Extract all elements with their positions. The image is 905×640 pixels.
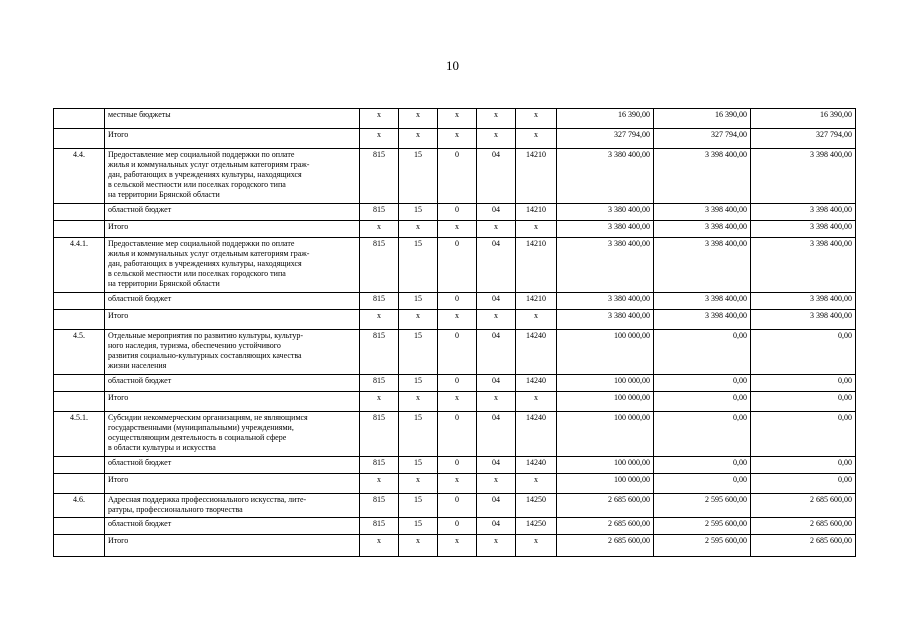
table-cell-c4: 04 — [477, 238, 516, 293]
table-cell-v2: 16 390,00 — [654, 109, 751, 129]
table-cell-c4: 04 — [477, 412, 516, 457]
table-cell-c2: 15 — [399, 238, 438, 293]
table-cell-text: Итого — [105, 310, 360, 330]
table-cell-c4: x — [477, 392, 516, 412]
table-cell-text: Итого — [105, 221, 360, 238]
table-cell-c5: x — [516, 474, 557, 494]
table-cell-c2: x — [399, 221, 438, 238]
table-cell-v1: 327 794,00 — [557, 129, 654, 149]
table-cell-v3: 0,00 — [751, 392, 856, 412]
table-cell-c4: 04 — [477, 457, 516, 474]
table-cell-c5: 14210 — [516, 204, 557, 221]
table-row — [54, 375, 856, 392]
table-cell-v3: 0,00 — [751, 457, 856, 474]
table-cell-v3: 3 398 400,00 — [751, 204, 856, 221]
table-cell-c2: 15 — [399, 149, 438, 204]
table-cell-text: областной бюджет — [105, 518, 360, 535]
table-cell-v1: 3 380 400,00 — [557, 149, 654, 204]
table-cell-num — [54, 474, 105, 494]
table-cell-c4: x — [477, 535, 516, 557]
table-cell-c3: x — [438, 474, 477, 494]
table-cell-v3: 3 398 400,00 — [751, 310, 856, 330]
table-cell-text: областной бюджет — [105, 204, 360, 221]
table-cell-c2: 15 — [399, 330, 438, 375]
table-cell-c1: 815 — [360, 457, 399, 474]
table-cell-v2: 2 595 600,00 — [654, 518, 751, 535]
table-cell-c3: 0 — [438, 518, 477, 535]
table-row — [54, 457, 856, 474]
table-row — [54, 494, 856, 518]
table-cell-c5: x — [516, 221, 557, 238]
table-cell-c1: x — [360, 392, 399, 412]
table-cell-c5: 14250 — [516, 518, 557, 535]
table-row — [54, 109, 856, 129]
table-cell-v3: 0,00 — [751, 474, 856, 494]
table-cell-c1: x — [360, 221, 399, 238]
table-cell-v2: 3 398 400,00 — [654, 204, 751, 221]
table-cell-c5: x — [516, 535, 557, 557]
table-cell-v2: 3 398 400,00 — [654, 293, 751, 310]
table-cell-c3: 0 — [438, 149, 477, 204]
table-cell-c3: x — [438, 129, 477, 149]
table-cell-c1: 815 — [360, 204, 399, 221]
table-row — [54, 535, 856, 557]
table-cell-text: Адресная поддержка профессионального искусства, лите- ратуры, профессионального творчества — [105, 494, 360, 518]
table-cell-num — [54, 392, 105, 412]
table-cell-c5: 14240 — [516, 457, 557, 474]
table-cell-num — [54, 221, 105, 238]
table-cell-c5: 14210 — [516, 293, 557, 310]
table-cell-c5: 14210 — [516, 149, 557, 204]
table-cell-c4: 04 — [477, 494, 516, 518]
table-cell-c3: x — [438, 535, 477, 557]
table-cell-v1: 100 000,00 — [557, 474, 654, 494]
table-cell-num: 4.6. — [54, 494, 105, 518]
table-cell-c3: 0 — [438, 412, 477, 457]
table-row — [54, 149, 856, 204]
table-cell-v3: 0,00 — [751, 412, 856, 457]
table-row — [54, 221, 856, 238]
table-cell-v2: 3 398 400,00 — [654, 310, 751, 330]
table-cell-c1: 815 — [360, 494, 399, 518]
table-row — [54, 474, 856, 494]
table-cell-c2: x — [399, 535, 438, 557]
table-cell-num — [54, 129, 105, 149]
table-cell-c1: 815 — [360, 293, 399, 310]
table-cell-v3: 16 390,00 — [751, 109, 856, 129]
table-cell-v2: 0,00 — [654, 412, 751, 457]
table-cell-num: 4.5.1. — [54, 412, 105, 457]
table-cell-text: местные бюджеты — [105, 109, 360, 129]
table-cell-v1: 100 000,00 — [557, 392, 654, 412]
table-cell-c1: x — [360, 310, 399, 330]
table-cell-v1: 3 380 400,00 — [557, 293, 654, 310]
table-row — [54, 129, 856, 149]
table-cell-c2: 15 — [399, 293, 438, 310]
table-cell-c2: x — [399, 474, 438, 494]
table-cell-c4: x — [477, 310, 516, 330]
table-cell-c5: 14240 — [516, 330, 557, 375]
table-cell-c5: 14240 — [516, 412, 557, 457]
table-cell-c1: x — [360, 474, 399, 494]
table-cell-c5: 14240 — [516, 375, 557, 392]
table-cell-c2: x — [399, 392, 438, 412]
table-cell-v3: 2 685 600,00 — [751, 518, 856, 535]
table-cell-c4: x — [477, 129, 516, 149]
table-row — [54, 518, 856, 535]
table-cell-v1: 2 685 600,00 — [557, 535, 654, 557]
table-cell-v1: 3 380 400,00 — [557, 238, 654, 293]
table-cell-c5: x — [516, 109, 557, 129]
budget-table — [53, 108, 856, 557]
table-cell-c3: x — [438, 109, 477, 129]
table-row — [54, 412, 856, 457]
table-cell-c3: 0 — [438, 238, 477, 293]
table-cell-c3: 0 — [438, 293, 477, 310]
table-cell-c1: 815 — [360, 238, 399, 293]
table-cell-v1: 100 000,00 — [557, 330, 654, 375]
table-cell-text: областной бюджет — [105, 375, 360, 392]
table-cell-c4: x — [477, 474, 516, 494]
table-cell-c4: 04 — [477, 375, 516, 392]
table-cell-c1: x — [360, 535, 399, 557]
table-cell-c1: 815 — [360, 518, 399, 535]
table-cell-c3: 0 — [438, 494, 477, 518]
table-cell-c2: 15 — [399, 494, 438, 518]
table-cell-num — [54, 457, 105, 474]
table-cell-c2: 15 — [399, 518, 438, 535]
table-cell-text: Предоставление мер социальной поддержки по оплате жилья и коммунальных услуг отдельным категориям граж- дан, работающих в учреждениях культуры, находящихся в сельской местности или поселках городского типа на территории Брянской области — [105, 149, 360, 204]
table-cell-v1: 3 380 400,00 — [557, 204, 654, 221]
table-cell-v1: 2 685 600,00 — [557, 494, 654, 518]
table-cell-num: 4.4.1. — [54, 238, 105, 293]
table-cell-v2: 3 398 400,00 — [654, 221, 751, 238]
table-cell-num — [54, 310, 105, 330]
table-cell-num — [54, 375, 105, 392]
table-cell-v2: 2 595 600,00 — [654, 494, 751, 518]
table-cell-text: Итого — [105, 392, 360, 412]
table-cell-v2: 0,00 — [654, 375, 751, 392]
table-cell-v1: 3 380 400,00 — [557, 310, 654, 330]
table-cell-c3: 0 — [438, 330, 477, 375]
table-row — [54, 293, 856, 310]
table-cell-v2: 0,00 — [654, 474, 751, 494]
table-cell-c1: x — [360, 129, 399, 149]
table-row — [54, 204, 856, 221]
table-cell-c2: 15 — [399, 412, 438, 457]
table-cell-v3: 2 685 600,00 — [751, 535, 856, 557]
table-cell-v3: 3 398 400,00 — [751, 293, 856, 310]
table-cell-c4: 04 — [477, 293, 516, 310]
table-cell-c4: 04 — [477, 518, 516, 535]
table-cell-v3: 327 794,00 — [751, 129, 856, 149]
table-cell-c1: 815 — [360, 330, 399, 375]
table-cell-v2: 3 398 400,00 — [654, 238, 751, 293]
table-cell-v2: 327 794,00 — [654, 129, 751, 149]
table-cell-c5: 14210 — [516, 238, 557, 293]
table-cell-v3: 3 398 400,00 — [751, 221, 856, 238]
table-cell-text: Субсидии некоммерческим организациям, не являющимся государственными (муниципальными) учреждениями, осуществляющим деятельность в социальной сфере в области культуры и искусства — [105, 412, 360, 457]
table-cell-num: 4.5. — [54, 330, 105, 375]
table-row — [54, 330, 856, 375]
table-cell-text: Отдельные мероприятия по развитию культуры, культур- ного наследия, туризма, обеспечению устойчивого развития социально-культурных составляющих качества жизни населения — [105, 330, 360, 375]
table-cell-c1: x — [360, 109, 399, 129]
table-cell-c3: x — [438, 221, 477, 238]
table-cell-c3: 0 — [438, 375, 477, 392]
table-cell-c3: 0 — [438, 204, 477, 221]
table-cell-text: Итого — [105, 535, 360, 557]
table-cell-c2: x — [399, 109, 438, 129]
table-cell-v2: 2 595 600,00 — [654, 535, 751, 557]
table-cell-c2: 15 — [399, 375, 438, 392]
table-cell-num — [54, 109, 105, 129]
table-cell-v3: 0,00 — [751, 330, 856, 375]
table-cell-v2: 0,00 — [654, 457, 751, 474]
table-body — [54, 109, 856, 557]
table-cell-c4: 04 — [477, 330, 516, 375]
table-cell-c3: x — [438, 392, 477, 412]
table-cell-v1: 2 685 600,00 — [557, 518, 654, 535]
table-cell-c4: 04 — [477, 149, 516, 204]
table-cell-v3: 2 685 600,00 — [751, 494, 856, 518]
table-cell-c4: 04 — [477, 204, 516, 221]
table-cell-v3: 0,00 — [751, 375, 856, 392]
table-row — [54, 310, 856, 330]
table-cell-c1: 815 — [360, 375, 399, 392]
table-cell-num — [54, 204, 105, 221]
table-cell-num: 4.4. — [54, 149, 105, 204]
table-cell-text: Итого — [105, 129, 360, 149]
table-cell-c5: x — [516, 129, 557, 149]
table-cell-num — [54, 518, 105, 535]
table-cell-c1: 815 — [360, 149, 399, 204]
table-cell-num — [54, 535, 105, 557]
table-cell-text: областной бюджет — [105, 457, 360, 474]
table-cell-text: Итого — [105, 474, 360, 494]
table-cell-c2: 15 — [399, 457, 438, 474]
table-cell-c3: x — [438, 310, 477, 330]
table-cell-c2: x — [399, 129, 438, 149]
table-cell-v1: 100 000,00 — [557, 375, 654, 392]
table-cell-num — [54, 293, 105, 310]
table-cell-c3: 0 — [438, 457, 477, 474]
table-cell-c5: x — [516, 392, 557, 412]
table-cell-v1: 100 000,00 — [557, 412, 654, 457]
table-cell-v1: 16 390,00 — [557, 109, 654, 129]
table-cell-text: областной бюджет — [105, 293, 360, 310]
table-cell-v2: 0,00 — [654, 392, 751, 412]
table-cell-v3: 3 398 400,00 — [751, 149, 856, 204]
table-cell-c1: 815 — [360, 412, 399, 457]
table-cell-v1: 100 000,00 — [557, 457, 654, 474]
table-row — [54, 238, 856, 293]
table-cell-v3: 3 398 400,00 — [751, 238, 856, 293]
table-row — [54, 392, 856, 412]
table-cell-c5: 14250 — [516, 494, 557, 518]
table-cell-text: Предоставление мер социальной поддержки по оплате жилья и коммунальных услуг отдельным категориям граж- дан, работающих в учреждениях культуры, находящихся в сельской местности или поселках городского типа на территории Брянской области — [105, 238, 360, 293]
table-cell-c4: x — [477, 109, 516, 129]
page-number: 10 — [446, 58, 459, 73]
table-cell-c2: x — [399, 310, 438, 330]
table-cell-v1: 3 380 400,00 — [557, 221, 654, 238]
table-cell-v2: 0,00 — [654, 330, 751, 375]
table-cell-v2: 3 398 400,00 — [654, 149, 751, 204]
table-cell-c5: x — [516, 310, 557, 330]
table-cell-c2: 15 — [399, 204, 438, 221]
table-cell-c4: x — [477, 221, 516, 238]
